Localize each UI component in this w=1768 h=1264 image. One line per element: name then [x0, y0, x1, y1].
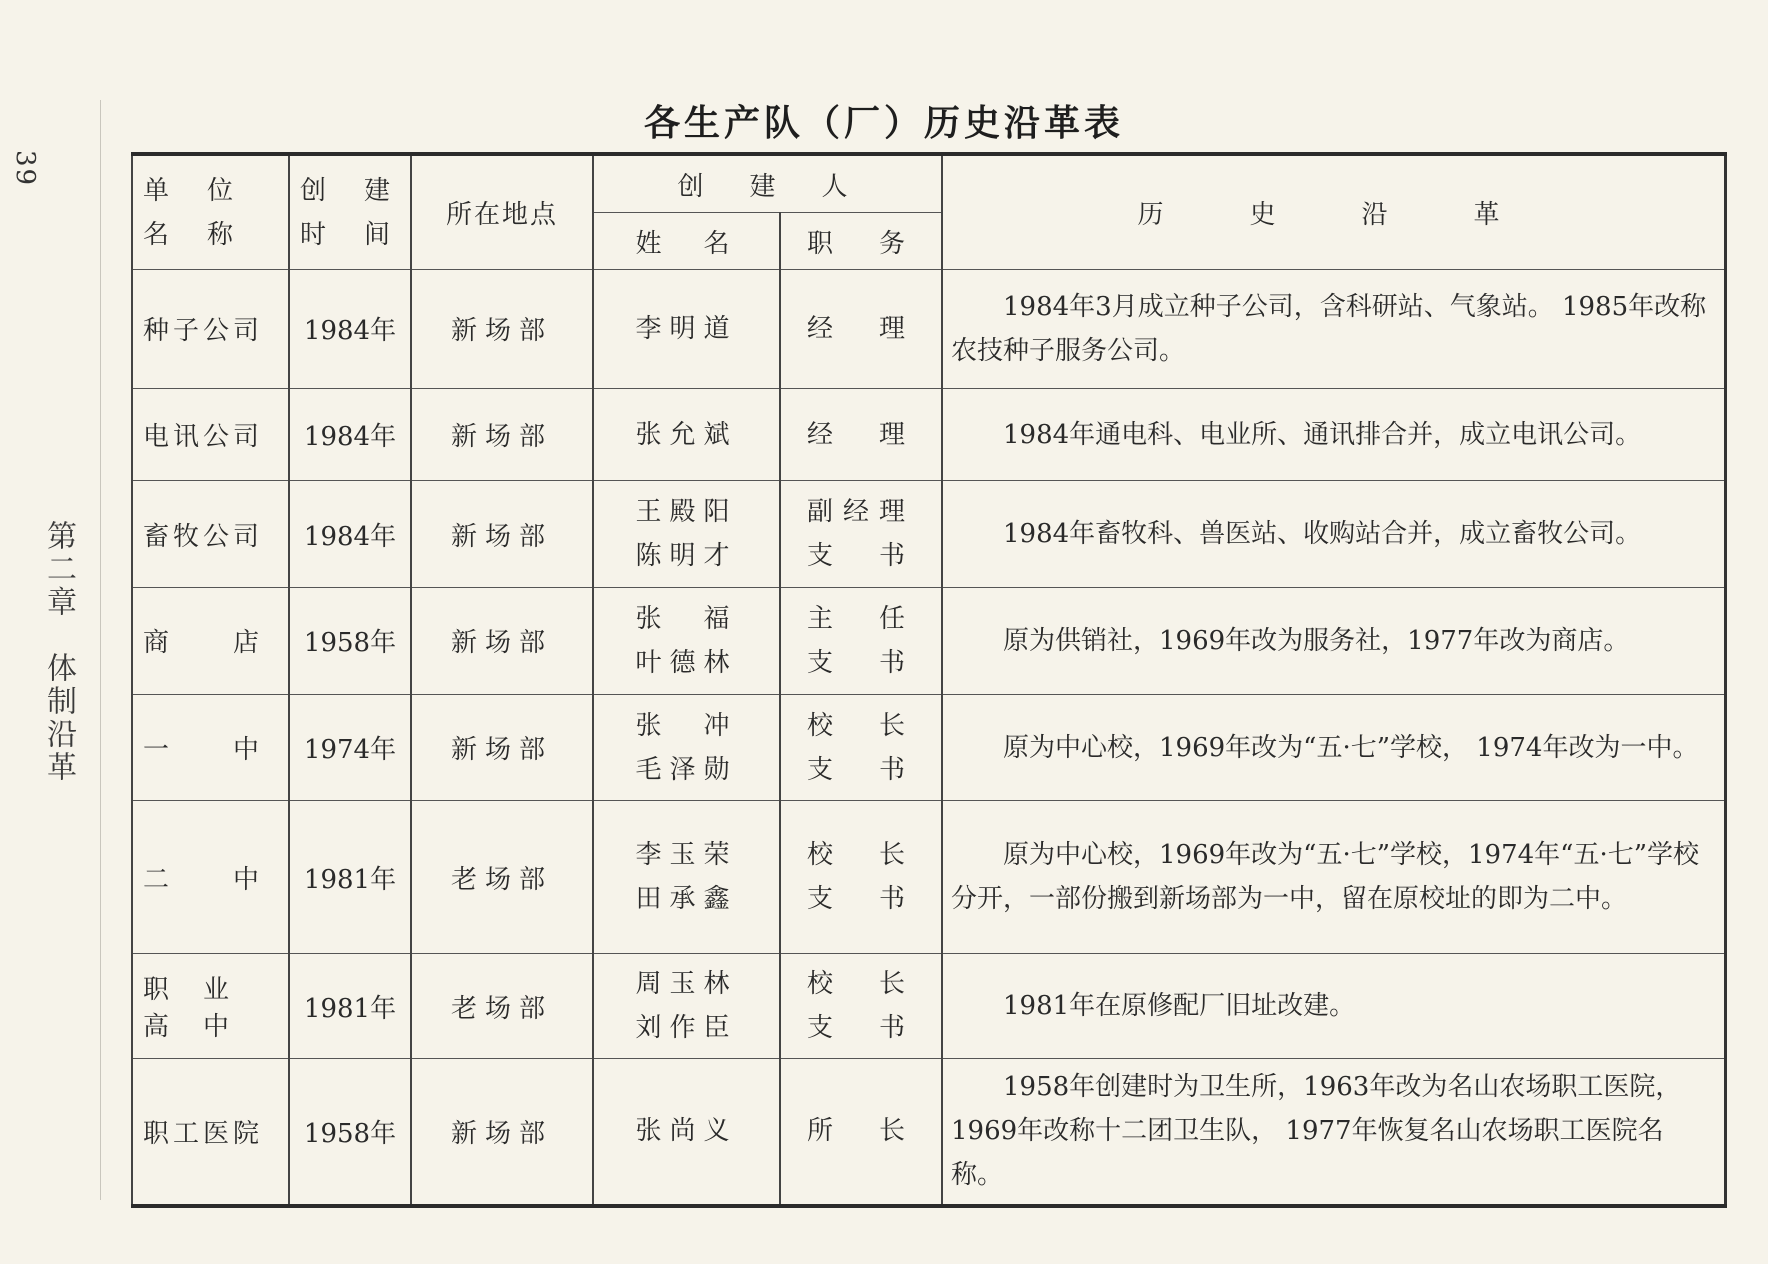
header-founder: 创 建 人 [593, 154, 942, 213]
cell-founder-positions [780, 388, 942, 481]
history-table [131, 152, 1727, 1208]
founder-name: 张允斌 [635, 419, 738, 450]
founder-name: 张尚义 [635, 1116, 738, 1147]
cell-founder-positions [780, 481, 942, 588]
cell-location: 新场部 [411, 481, 593, 588]
cell-history [942, 694, 1726, 801]
cell-unit: 畜牧公司 [132, 481, 289, 588]
founder-position: 支 书 [806, 884, 915, 915]
founder-name: 张 冲 [635, 710, 738, 741]
cell-history [942, 801, 1726, 954]
cell-unit: 种子公司 [132, 270, 289, 389]
cell-history [942, 1058, 1726, 1206]
cell-unit: 电讯公司 [132, 388, 289, 481]
page-number: 39 [10, 150, 40, 188]
cell-history [942, 588, 1726, 695]
cell-founder-positions [780, 801, 942, 954]
cell-history [942, 270, 1726, 389]
cell-location: 老场部 [411, 954, 593, 1059]
cell-unit: 职 业 高 中 [132, 954, 289, 1059]
history-text: 1981年在原修配厂旧址改建。 [1003, 991, 1356, 1022]
cell-year: 1984年 [289, 481, 411, 588]
cell-year: 1974年 [289, 694, 411, 801]
founder-position: 所 长 [806, 1116, 915, 1147]
cell-founder-names [593, 954, 780, 1059]
cell-unit: 商 店 [132, 588, 289, 695]
header-founded-text: 创 建 时 间 [300, 175, 397, 250]
table-row [132, 801, 1726, 954]
founder-name: 刘作臣 [635, 1013, 738, 1044]
header-history: 历 史 沿 革 [942, 154, 1726, 270]
cell-location: 老场部 [411, 801, 593, 954]
header-founder-position: 职 务 [780, 213, 942, 270]
founder-position: 支 书 [806, 541, 915, 572]
cell-history [942, 954, 1726, 1059]
cell-founder-names [593, 801, 780, 954]
founder-position: 支 书 [806, 1013, 915, 1044]
founder-position: 校 长 [806, 710, 915, 741]
table-title: 各生产队（厂）历史沿革表 [643, 103, 1124, 144]
margin-rule [100, 100, 101, 1200]
cell-founder-names [593, 694, 780, 801]
chapter-side-label: 第二章 体制沿革 [41, 520, 76, 784]
founder-name: 毛泽勋 [635, 754, 738, 785]
cell-year: 1958年 [289, 1058, 411, 1206]
cell-location: 新场部 [411, 388, 593, 481]
cell-history [942, 481, 1726, 588]
table-header [132, 154, 1726, 270]
cell-founder-positions [780, 954, 942, 1059]
cell-founder-positions [780, 694, 942, 801]
table-row [132, 388, 1726, 481]
history-text: 原为中心校，1969年改为“五·七”学校， 1974年改为一中。 [1003, 732, 1699, 763]
cell-location: 新场部 [411, 588, 593, 695]
header-location: 所在地点 [411, 154, 593, 270]
founder-name: 陈明才 [635, 541, 738, 572]
founder-name: 叶德林 [635, 647, 738, 678]
founder-name: 田承鑫 [635, 884, 738, 915]
header-unit-name [132, 154, 289, 270]
cell-founder-names [593, 588, 780, 695]
table-row [132, 481, 1726, 588]
founder-position: 校 长 [806, 969, 915, 1000]
cell-year: 1981年 [289, 801, 411, 954]
founder-name: 李玉荣 [635, 840, 738, 871]
founder-position: 经 理 [806, 419, 915, 450]
cell-year: 1984年 [289, 388, 411, 481]
cell-year: 1981年 [289, 954, 411, 1059]
table-row [132, 1058, 1726, 1206]
table-row [132, 270, 1726, 389]
founder-position: 支 书 [806, 754, 915, 785]
cell-history [942, 388, 1726, 481]
cell-year: 1984年 [289, 270, 411, 389]
history-text: 1984年3月成立种子公司，含科研站、气象站。 1985年改称农技种子服务公司。 [951, 291, 1707, 366]
cell-founder-positions [780, 1058, 942, 1206]
table-row [132, 694, 1726, 801]
header-unit-name-text: 单 位 名 称 [143, 175, 240, 250]
history-text: 1984年畜牧科、兽医站、收购站合并，成立畜牧公司。 [1003, 519, 1642, 550]
history-text: 原为供销社，1969年改为服务社，1977年改为商店。 [1003, 625, 1630, 656]
cell-location: 新场部 [411, 694, 593, 801]
cell-founder-names [593, 388, 780, 481]
history-text: 1958年创建时为卫生所，1963年改为名山农场职工医院，1969年改称十二团卫生队， 1977年恢复名山农场职工医院名称。 [951, 1072, 1682, 1191]
cell-founder-names [593, 1058, 780, 1206]
founder-name: 张 福 [635, 603, 738, 634]
cell-location: 新场部 [411, 270, 593, 389]
cell-founder-names [593, 270, 780, 389]
founder-position: 副经理 [806, 497, 915, 528]
history-text: 原为中心校，1969年改为“五·七”学校，1974年“五·七”学校分开，一部份搬到新场部为一中，留在原校址的即为二中。 [951, 840, 1700, 915]
cell-founder-positions [780, 270, 942, 389]
founder-name: 李明道 [635, 313, 738, 344]
cell-founder-positions [780, 588, 942, 695]
founder-position: 经 理 [806, 313, 915, 344]
header-founder-name: 姓 名 [593, 213, 780, 270]
table-body [132, 270, 1726, 1207]
founder-position: 支 书 [806, 647, 915, 678]
table-row [132, 588, 1726, 695]
cell-unit: 职工医院 [132, 1058, 289, 1206]
founder-name: 周玉林 [635, 969, 738, 1000]
cell-location: 新场部 [411, 1058, 593, 1206]
cell-unit: 二 中 [132, 801, 289, 954]
table-row [132, 954, 1726, 1059]
founder-position: 校 长 [806, 840, 915, 871]
cell-year: 1958年 [289, 588, 411, 695]
header-founded [289, 154, 411, 270]
history-text: 1984年通电科、电业所、通讯排合并，成立电讯公司。 [1003, 419, 1642, 450]
cell-founder-names [593, 481, 780, 588]
founder-name: 王殿阳 [635, 497, 738, 528]
founder-position: 主 任 [806, 603, 915, 634]
cell-unit: 一 中 [132, 694, 289, 801]
